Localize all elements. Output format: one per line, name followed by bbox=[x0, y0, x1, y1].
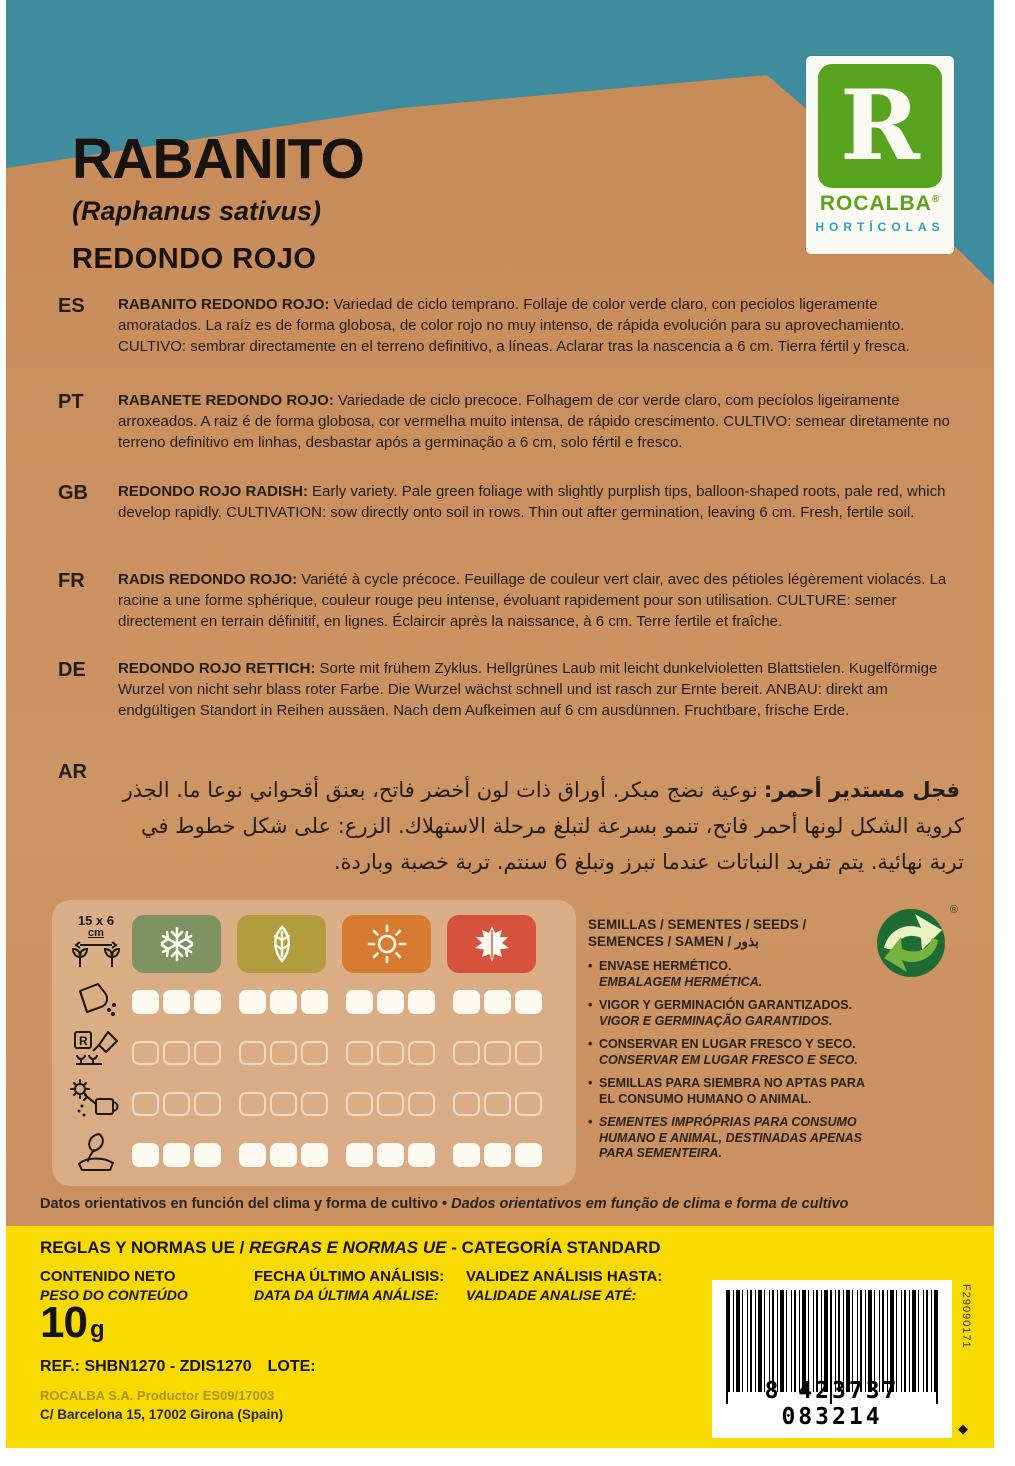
analysis-date-labels: FECHA ÚLTIMO ANÁLISIS: DATA DA ÚLTIMA ANÁLISE: bbox=[254, 1268, 445, 1303]
barcode-bars bbox=[728, 1290, 936, 1392]
text-pt: Variedade de ciclo precoce. Folhagem de cor verde claro, com pecíolos ligeiramente arroxeados. A raiz é de forma globosa, cor vermelha muito intensa, de rápido crescimento. CULTIVO: semear diretamente no terreno definitivo em linhas, desbastar após a germinação a 6 cm, solo fértil e fresco. bbox=[118, 392, 950, 451]
bullet-hermetic: • ENVASE HERMÉTICO. EMBALAGEM HERMÉTICA. bbox=[588, 959, 872, 990]
calendar-cell bbox=[515, 1041, 542, 1065]
text-es: Variedad de ciclo temprano. Follaje de color verde claro, con peciolos ligeramente amoratados. La raíz es de forma globosa, de color rojo no muy intenso, de rápida evolución para su aprovechamiento. CULTIVO: sembrar directamente en el terreno definitivo, a líneas. Aclarar tras la nascencia a 6 cm. Tierra fértil y fresca. bbox=[118, 296, 910, 355]
winter-badge bbox=[132, 915, 221, 973]
description-es bbox=[58, 294, 968, 357]
seeds-bullets bbox=[588, 959, 872, 1162]
calendar-cell bbox=[132, 990, 159, 1014]
autumn-badge bbox=[447, 915, 536, 973]
calendar-cell bbox=[408, 990, 435, 1014]
description-ar bbox=[106, 772, 964, 880]
calendar-cell bbox=[453, 1143, 480, 1167]
lead-es: RABANITO REDONDO ROJO: bbox=[118, 296, 330, 313]
packet-back bbox=[6, 0, 994, 1448]
brand-logo bbox=[806, 56, 954, 254]
title-block bbox=[72, 126, 364, 276]
calendar-cell bbox=[239, 1041, 266, 1065]
bullet-not-for-consumption-pt: • SEMENTES IMPRÓPRIAS PARA CONSUMO HUMANO E ANIMAL, DESTINADAS APENAS PARA SEMENTEIRA. bbox=[588, 1115, 872, 1162]
calendar-cell bbox=[484, 1143, 511, 1167]
calendar-cell bbox=[453, 990, 480, 1014]
calendar-cell bbox=[346, 990, 373, 1014]
harvest-icon bbox=[60, 1130, 132, 1179]
description-fr bbox=[58, 569, 968, 632]
svg-text:R: R bbox=[79, 1034, 88, 1048]
regulatory-band bbox=[6, 1226, 994, 1448]
text-ar: نوعية نضج مبكر. أوراق ذات لون أخضر فاتح، بعنق أقحواني نوعا ما. الجذر كروية الشكل لونها أحمر فاتح، تنمو بسرعة لتبلغ مرحلة الاستهلاك. الزرع: على شكل خطوط في تربة نهائية. يتم تفريد النباتات عندما تبرز وتبلغ 6 سنتم. تربة خصبة وباردة. bbox=[122, 778, 964, 874]
calendar-cell bbox=[239, 1092, 266, 1116]
lead-pt: RABANETE REDONDO ROJO: bbox=[118, 392, 334, 409]
validity-labels: VALIDEZ ANÁLISIS HASTA: VALIDADE ANALISE ATÉ: bbox=[466, 1268, 663, 1303]
calendar-cell bbox=[346, 1143, 373, 1167]
calendar-cell bbox=[270, 1041, 297, 1065]
calendar-cell bbox=[515, 990, 542, 1014]
seeds-info bbox=[588, 916, 872, 1170]
lead-gb: REDONDO ROJO RADISH: bbox=[118, 483, 309, 500]
calendar-cell bbox=[239, 990, 266, 1014]
calendar-row-watering bbox=[60, 1078, 566, 1129]
eu-rules-line: REGLAS Y NORMAS UE / REGRAS E NORMAS UE - CATEGORÍA STANDARD bbox=[40, 1238, 661, 1257]
lead-de: REDONDO ROJO RETTICH: bbox=[118, 660, 316, 677]
calendar-cell bbox=[377, 1143, 404, 1167]
lang-label-pt: PT bbox=[58, 391, 84, 413]
calendar-cell bbox=[453, 1041, 480, 1065]
bullet-storage: • CONSERVAR EN LUGAR FRESCO Y SECO. CONSERVAR EM LUGAR FRESCO E SECO. bbox=[588, 1037, 872, 1068]
calendar-cell bbox=[408, 1143, 435, 1167]
registered-mark: ® bbox=[949, 904, 958, 916]
calendar-cell bbox=[301, 990, 328, 1014]
brand-logo-square bbox=[818, 64, 942, 188]
producer-line: ROCALBA S.A. Productor ES09/17003 bbox=[40, 1388, 275, 1403]
calendar-cell bbox=[377, 1041, 404, 1065]
summer-badge bbox=[342, 915, 431, 973]
calendar-cell bbox=[484, 1092, 511, 1116]
description-gb bbox=[58, 481, 968, 523]
lang-label-fr: FR bbox=[58, 570, 85, 592]
calendar-cell bbox=[163, 1041, 190, 1065]
barcode bbox=[712, 1280, 952, 1438]
calendar-cell bbox=[194, 1041, 221, 1065]
text-fr: Variété à cycle précoce. Feuillage de couleur vert clair, avec des pétioles légèrement violacés. La racine a une forme sphérique, couleur rouge peu intense, évoluant rapidement pour son utilisation. CULTURE: semer directement en terrain définitif, en lignes. Éclaircir après la naissance, à 6 cm. Terre fertile et fraîche. bbox=[118, 571, 947, 630]
calendar-cell bbox=[194, 1092, 221, 1116]
calendar-row-transplant bbox=[60, 1027, 566, 1078]
season-badges bbox=[132, 915, 552, 973]
calendar-cell bbox=[132, 1143, 159, 1167]
calendar-header bbox=[60, 912, 566, 976]
lead-fr: RADIS REDONDO ROJO: bbox=[118, 571, 298, 588]
footnote: Datos orientativos en función del clima y forma de cultivo • Dados orientativos em função de clima e forma de cultivo bbox=[40, 1196, 849, 1212]
calendar-cell bbox=[408, 1092, 435, 1116]
barcode-digits: 8 423737 083214 bbox=[764, 1378, 900, 1430]
green-dot-logo bbox=[874, 906, 960, 986]
calendar-cell bbox=[484, 990, 511, 1014]
calendar-row-harvest bbox=[60, 1129, 566, 1180]
cells-transplant bbox=[132, 1041, 546, 1065]
calendar-cell bbox=[301, 1143, 328, 1167]
bullet-not-for-consumption-es: • SEMILLAS PARA SIEMBRA NO APTAS PARA EL CONSUMO HUMANO O ANIMAL. bbox=[588, 1076, 872, 1107]
calendar-cell bbox=[163, 1092, 190, 1116]
calendar-cell bbox=[377, 990, 404, 1014]
calendar-cell bbox=[270, 1092, 297, 1116]
printer-mark-icon: ◆ bbox=[958, 1421, 968, 1436]
sowing-calendar bbox=[52, 900, 576, 1186]
brand-tagline: HORTÍCOLAS bbox=[815, 220, 945, 234]
text-gb: Early variety. Pale green foliage with slightly purplish tips, balloon-shaped roots, pale red, which develop rapidly. CULTIVATION: sow directly onto soil in rows. Thin out after germination, leaving 6 cm. Fresh, fertile soil. bbox=[118, 483, 946, 521]
calendar-cell bbox=[408, 1041, 435, 1065]
text-de: Sorte mit frühem Zyklus. Hellgrünes Laub mit leicht dunkelvioletten Blattstielen. Kugelförmige Wurzel von nicht sehr blass roter Farbe. Die Wurzel wächst schnell und ist rasch zur Ernte bereit. ANBAU: direkt am endgültigen Standort in Reihen aussäen. Nach dem Aufkeimen auf 6 cm ausdünnen. Fruchtbare, frische Erde. bbox=[118, 660, 938, 719]
calendar-cell bbox=[301, 1092, 328, 1116]
seeds-title: SEMILLAS / SEMENTES / SEEDS / SEMENCES / SAMEN / بذور bbox=[588, 917, 807, 949]
lang-label-ar: AR bbox=[58, 761, 87, 783]
print-code: F29090171 bbox=[960, 1284, 972, 1349]
transplant-icon bbox=[60, 1029, 132, 1076]
product-title: RABANITO bbox=[72, 127, 364, 191]
spacing-icon: 15 x 6 cm bbox=[60, 914, 132, 974]
description-pt bbox=[58, 390, 968, 453]
calendar-cell bbox=[515, 1092, 542, 1116]
sun-icon bbox=[366, 923, 408, 965]
plant-spacing-icon bbox=[70, 939, 122, 969]
net-content-labels: CONTENIDO NETO PESO DO CONTEÚDO bbox=[40, 1268, 188, 1303]
calendar-cell bbox=[270, 990, 297, 1014]
net-weight: 10 g bbox=[40, 1298, 105, 1347]
calendar-cell bbox=[515, 1143, 542, 1167]
cells-sowing bbox=[132, 990, 546, 1014]
calendar-cell bbox=[453, 1092, 480, 1116]
bullet-germination: • VIGOR Y GERMINACIÓN GARANTIZADOS. VIGOR E GERMINAÇÃO GARANTIDOS. bbox=[588, 998, 872, 1029]
calendar-row-sowing bbox=[60, 976, 566, 1027]
registered-mark: ® bbox=[931, 194, 941, 205]
brand-letter: R bbox=[840, 69, 920, 182]
variety-name: REDONDO ROJO bbox=[72, 243, 317, 275]
calendar-cell bbox=[239, 1143, 266, 1167]
calendar-cell bbox=[194, 1143, 221, 1167]
spring-badge bbox=[237, 915, 326, 973]
calendar-cell bbox=[301, 1041, 328, 1065]
calendar-cell bbox=[346, 1092, 373, 1116]
calendar-cell bbox=[163, 1143, 190, 1167]
cells-harvest bbox=[132, 1143, 546, 1167]
lead-ar: فجل مستدير أحمر: bbox=[763, 778, 960, 802]
brand-name: ROCALBA® bbox=[819, 192, 941, 215]
calendar-cell bbox=[377, 1092, 404, 1116]
leaf-sprout-icon bbox=[264, 924, 300, 964]
address-line: C/ Barcelona 15, 17002 Girona (Spain) bbox=[40, 1407, 284, 1422]
lang-label-de: DE bbox=[58, 659, 86, 681]
calendar-cell bbox=[132, 1041, 159, 1065]
calendar-cell bbox=[270, 1143, 297, 1167]
lang-label-gb: GB bbox=[58, 482, 88, 504]
calendar-cell bbox=[132, 1092, 159, 1116]
latin-name: (Raphanus sativus) bbox=[72, 196, 322, 226]
lang-label-es: ES bbox=[58, 295, 85, 317]
calendar-cell bbox=[346, 1041, 373, 1065]
cells-watering bbox=[132, 1092, 546, 1116]
calendar-cell bbox=[484, 1041, 511, 1065]
recycling-icon bbox=[874, 906, 948, 980]
watering-icon bbox=[60, 1079, 132, 1128]
maple-leaf-icon bbox=[472, 924, 512, 964]
reference-line: REF.: SHBN1270 - ZDIS1270 LOTE: bbox=[40, 1358, 316, 1375]
sowing-icon bbox=[60, 979, 132, 1024]
description-de bbox=[58, 658, 968, 721]
calendar-cell bbox=[163, 990, 190, 1014]
calendar-cell bbox=[194, 990, 221, 1014]
snowflake-icon bbox=[157, 924, 197, 964]
